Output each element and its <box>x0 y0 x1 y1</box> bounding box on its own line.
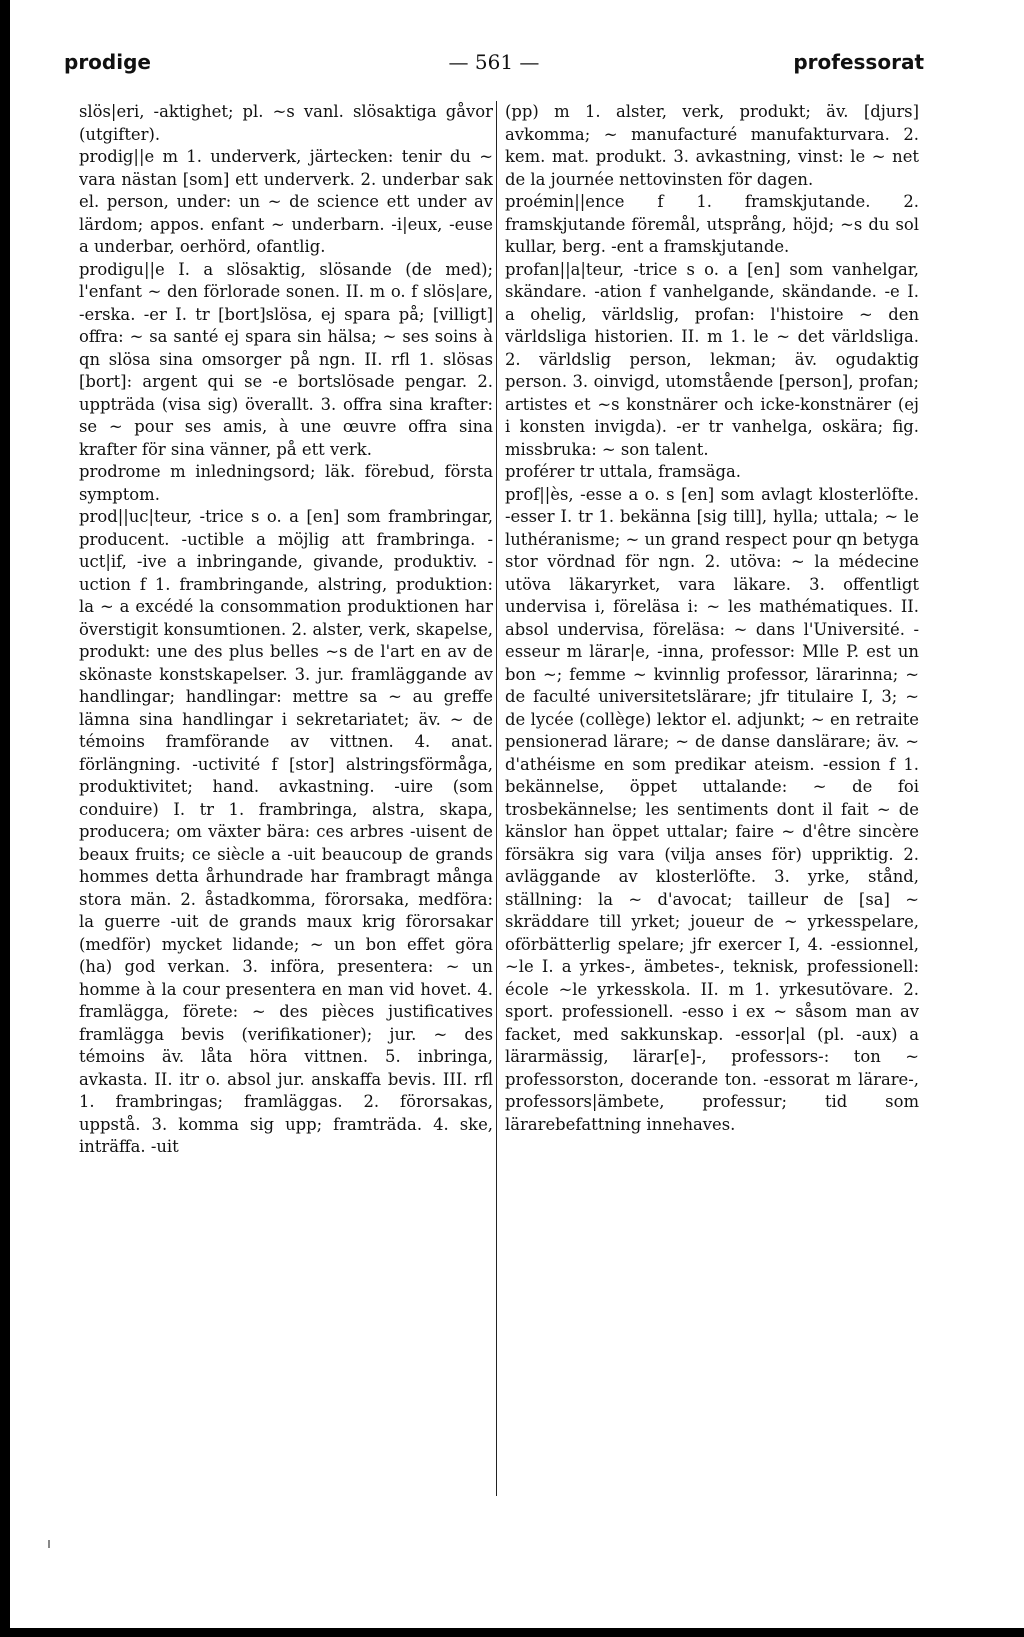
dictionary-entry: prod||uc|teur, -trice s o. a [en] som frambringar, producent. -uctible a möjlig att frambringa. -uct|if, -ive a inbringande, givande, produktiv. -uction f 1. frambringande, alstring, produktion: la ~ a excédé la consommation produktionen har överstigit konsumtionen. 2. alster, verk, skapelse, produkt: une des plus belles ~s de l'art en av de skönaste konstskapelser. 3. jur. framläggande av handlingar; handlingar: mettre sa ~ au greffe lämna sina handlingar i sekretariatet; äv. ~ de témoins framförande av vittnen. 4. anat. förlängning. -uctivité f [stor] alstringsförmåga, produktivitet; hand. avkastning. -uire (som conduire) I. tr 1. frambringa, alstra, skapa, producera; om växter bära: ces arbres -uisent de beaux fruits; ce siècle a -uit beaucoup de grands hommes detta århundrade har frambragt många stora män. 2. åstadkomma, förorsaka, medföra: la guerre -uit de grands maux krig förorsakar (medför) mycket lidande; ~ un bon effet göra (ha) god verkan. 3. införa, presentera: ~ un homme à la cour presentera en man vid hovet. 4. framlägga, förete: ~ des pièces justificatives framlägga bevis (verifikationer); jur. ~ des témoins äv. låta höra vittnen. 5. inbringa, avkasta. II. itr o. absol jur. anskaffa bevis. III. rfl 1. frambringas; framläggas. 2. förorsakas, uppstå. 3. komma sig upp; framträda. 4. ske, inträffa. -uit <box>79 507 493 1156</box>
dictionary-entry: prodig||e m 1. underverk, järtecken: tenir du ~ vara nästan [som] ett underverk. 2. underbar sak el. person, under: un ~ de science ett under av lärdom; appos. enfant ~ underbarn. -i|eux, -euse a underbar, oerhörd, ofantlig. <box>79 147 493 256</box>
dictionary-entry: prodrome m inledningsord; läk. förebud, första symptom. <box>79 462 493 504</box>
header-guide-word-left: prodige <box>64 50 151 74</box>
scan-edge-bottom <box>0 1628 1024 1637</box>
dictionary-entry: proférer tr uttala, framsäga. <box>505 462 741 481</box>
dictionary-entry: prodigu||e I. a slösaktig, slösande (de med); l'enfant ~ den förlorade sonen. II. m o. f slös|are, -erska. -er I. tr [bort]slösa, ej spara på; [villigt] offra: ~ sa santé ej spara sin hälsa; ~ ses soins à qn slösa sina omsorger på ngn. II. rfl 1. slösas [bort]: argent qui se -e bortslösade pengar. 2. uppträda (visa sig) överallt. 3. offra sina krafter: se ~ pour ses amis, à une œuvre offra sina krafter för sina vänner, på ett verk. <box>79 259 493 459</box>
right-column <box>505 101 919 1481</box>
left-column <box>79 101 493 1481</box>
dictionary-entry: proémin||ence f 1. framskjutande. 2. framskjutande föremål, utsprång, höjd; ~s du sol kullar, berg. -ent a framskjutande. <box>505 192 919 256</box>
column-divider <box>496 101 497 1496</box>
dictionary-entry: (pp) m 1. alster, verk, produkt; äv. [djurs] avkomma; ~ manufacturé manufakturvara. 2. kem. mat. produkt. 3. avkastning, vinst: le ~ net de la journée nettovinsten för dagen. <box>505 102 919 189</box>
header-guide-word-right: professorat <box>793 50 924 74</box>
scan-speck <box>48 1540 50 1548</box>
page-number: — 561 — <box>448 50 540 74</box>
page-header <box>64 50 924 80</box>
scan-edge-left <box>0 0 10 1637</box>
dictionary-entry: prof||ès, -esse a o. s [en] som avlagt klosterlöfte. -esser I. tr 1. bekänna [sig till], hylla; uttala; ~ le luthéranisme; ~ un grand respect pour qn betyga stor vördnad för ngn. 2. utöva: ~ la médecine utöva läkaryrket, vara läkare. 3. offentligt undervisa i, föreläsa i: ~ les mathématiques. II. absol undervisa, föreläsa: ~ dans l'Université. -esseur m lärar|e, -inna, professor: Mlle P. est un bon ~; femme ~ kvinnlig professor, lärarinna; ~ de faculté universitetslärare; jfr titulaire I, 3; ~ de lycée (collège) lektor el. adjunkt; ~ en retraite pensionerad lärare; ~ de danse danslärare; äv. ~ d'athéisme en som predikar ateism. -ession f 1. bekännelse, öppet uttalande: ~ de foi trosbekännelse; les sentiments dont il fait ~ de känslor han öppet uttalar; faire ~ d'être sincère försäkra sig vara (vilja anses för) uppriktig. 2. avläggande av klosterlöfte. 3. yrke, stånd, ställning: la ~ d'avocat; tailleur de [sa] ~ skräddare till yrket; joueur de ~ yrkesspelare, oförbätterlig spelare; jfr exercer I, 4. -essionnel, ~le I. a yrkes-, ämbetes-, teknisk, professionell: école ~le yrkesskola. II. m 1. yrkesutövare. 2. sport. professionell. -esso i ex ~ såsom man av facket, med sakkunskap. -essor|al (pl. -aux) a lärarmässig, lärar[e]-, professors-: ton ~ professorston, docerande ton. -essorat m lärare-, professors|ämbete, professur; tid som lärarebefattning innehaves. <box>505 484 919 1134</box>
dictionary-entry: profan||a|teur, -trice s o. a [en] som vanhelgar, skändare. -ation f vanhelgande, skändande. -e I. a ohelig, världslig, profan: l'histoire ~ den världsliga historien. II. m 1. le ~ det världsliga. 2. världslig person, lekman; äv. ogudaktig person. 3. oinvigd, utomstående [person], profan; artistes et ~s konstnärer och icke-konstnärer (ej i konsten invigda). -er tr vanhelga, oskära; fig. missbruka: ~ son talent. <box>505 259 919 459</box>
dictionary-entry: slös|eri, -aktighet; pl. ~s vanl. slösaktiga gåvor (utgifter). <box>79 102 493 144</box>
